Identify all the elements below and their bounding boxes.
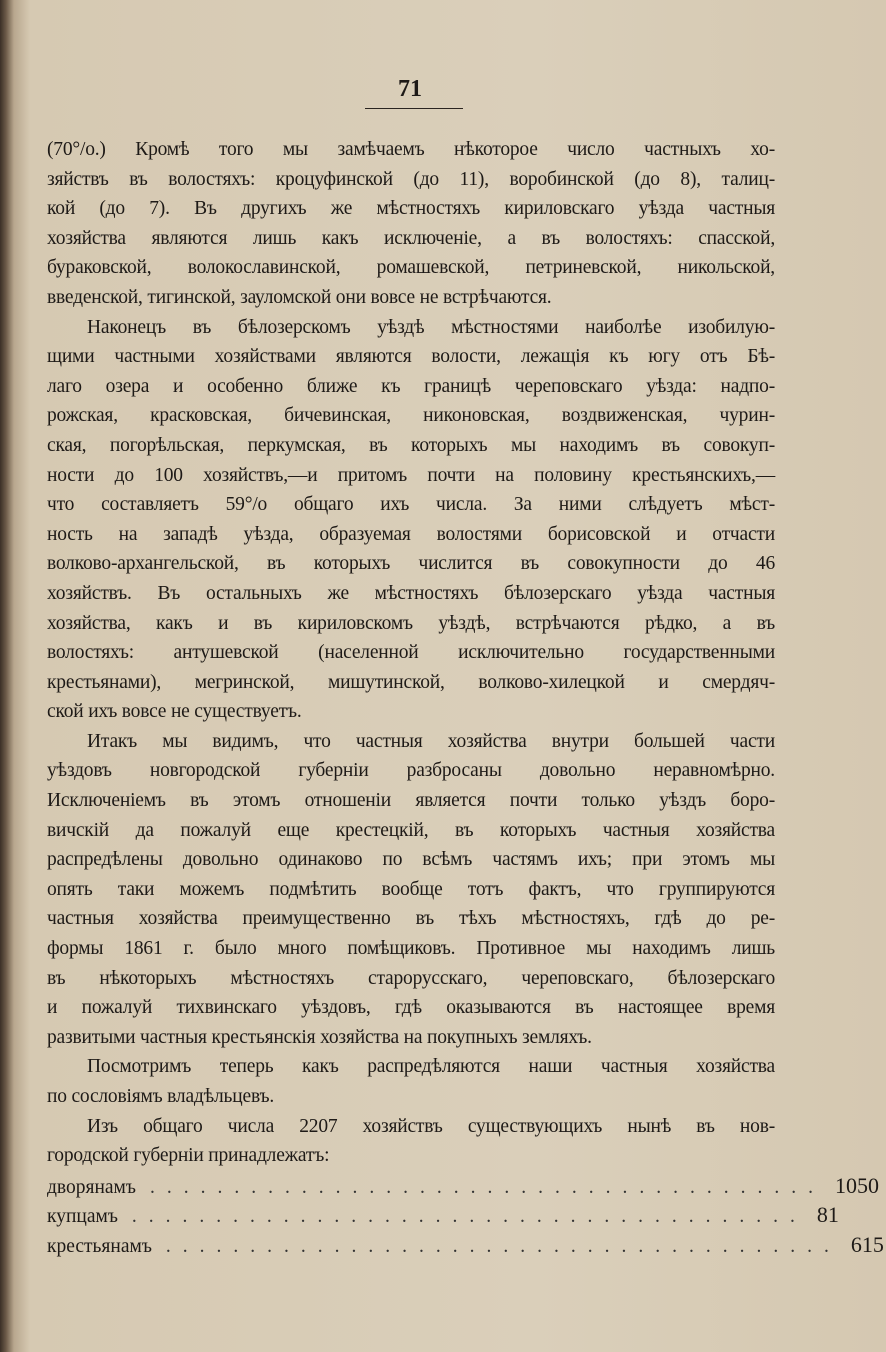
text-line: что составляетъ 59°/о общаго ихъ числа. За ними слѣдуетъ мѣст- bbox=[47, 494, 775, 516]
text-line: ность на западѣ уѣзда, образуемая волостями борисовской и отчасти bbox=[47, 523, 775, 545]
text-line: щими частными хозяйствами являются волости, лежащія къ югу отъ Бѣ- bbox=[47, 346, 775, 368]
text-line: крестьянами), мегринской, мишутинской, волково-хилецкой и смердяч- bbox=[47, 671, 775, 693]
text-line: ности до 100 хозяйствъ,—и притомъ почти на половину крестьянскихъ,— bbox=[47, 464, 775, 486]
leader-dots: ........................................ bbox=[149, 1176, 825, 1198]
text-line: волково-архангельской, въ которыхъ числится въ совокупности до 46 bbox=[47, 553, 775, 575]
text-line: по сословіямъ владѣльцевъ. bbox=[47, 1086, 275, 1107]
body-text bbox=[47, 135, 884, 1260]
text-line: опять таки можемъ подмѣтить вообще тотъ фактъ, что группируются bbox=[47, 878, 775, 900]
row-value: 81 bbox=[816, 1202, 839, 1228]
leader-dots: ........................................ bbox=[131, 1206, 807, 1228]
page-number: 71 bbox=[398, 76, 422, 102]
text-line: Изъ общаго числа 2207 хозяйствъ существующихъ нынѣ въ нов- bbox=[87, 1115, 775, 1137]
text-line: хозяйствъ. Въ остальныхъ же мѣстностяхъ бѣлозерскаго уѣзда частныя bbox=[47, 582, 775, 604]
text-line: городской губерніи принадлежатъ: bbox=[47, 1145, 330, 1167]
text-line: хозяйства, какъ и въ кириловскомъ уѣздѣ, встрѣчаются рѣдко, а въ bbox=[47, 612, 775, 634]
text-line: Итакъ мы видимъ, что частныя хозяйства внутри большей части bbox=[87, 730, 775, 752]
paragraph bbox=[47, 727, 775, 1053]
text-line: распредѣлены довольно одинаково по всѣмъ частямъ ихъ; при этомъ мы bbox=[47, 849, 775, 871]
text-line: лаго озера и особенно ближе къ границѣ череповскаго уѣзда: надпо- bbox=[47, 375, 775, 397]
text-line: развитыми частныя крестьянскія хозяйства на покупныхъ земляхъ. bbox=[47, 1026, 592, 1048]
paragraph bbox=[47, 135, 775, 313]
text-line: бураковской, волокославинской, ромашевской, петриневской, никольской, bbox=[47, 257, 775, 279]
text-line: (70°/о.) Кромѣ того мы замѣчаемъ нѣкоторое число частныхъ хо- bbox=[47, 139, 775, 160]
text-line: и пожалуй тихвинскаго уѣздовъ, гдѣ оказываются въ настоящее время bbox=[47, 997, 775, 1019]
row-label: купцамъ bbox=[47, 1206, 118, 1228]
paragraphs bbox=[47, 135, 775, 1171]
row-value: 1050 bbox=[834, 1172, 879, 1198]
table-row bbox=[47, 1171, 879, 1201]
row-label: крестьянамъ bbox=[47, 1235, 152, 1257]
paragraph bbox=[47, 1112, 775, 1171]
text-line: въ нѣкоторыхъ мѣстностяхъ старорусскаго, череповскаго, бѣлозерскаго bbox=[47, 967, 775, 989]
leader-dots: ........................................ bbox=[165, 1235, 841, 1257]
text-line: хозяйства являются лишь какъ исключеніе, а въ волостяхъ: спасской, bbox=[47, 227, 775, 249]
text-line: введенской, тигинской, зауломской они вовсе не встрѣчаются. bbox=[47, 286, 552, 308]
text-line: Наконецъ въ бѣлозерскомъ уѣздѣ мѣстностями наиболѣе изобилую- bbox=[87, 316, 775, 338]
row-label: дворянамъ bbox=[47, 1176, 136, 1198]
text-line: уѣздовъ новгородской губерніи разбросаны довольно неравномѣрно. bbox=[47, 760, 775, 782]
text-line: ская, погорѣльская, перкумская, въ которыхъ мы находимъ въ совокуп- bbox=[47, 434, 775, 456]
text-line: Посмотримъ теперь какъ распредѣляются наши частныя хозяйства bbox=[87, 1056, 775, 1078]
table-row bbox=[47, 1230, 884, 1260]
text-line: зяйствъ въ волостяхъ: кроцуфинской (до 11), воробинской (до 8), талиц- bbox=[47, 168, 775, 190]
ownership-table bbox=[47, 1171, 884, 1260]
table-row bbox=[47, 1200, 839, 1230]
row-value: 615 bbox=[850, 1231, 884, 1257]
text-line: волостяхъ: антушевской (населенной исключительно государственными bbox=[47, 642, 775, 664]
paragraph bbox=[47, 313, 775, 727]
text-line: Исключеніемъ въ этомъ отношеніи является почти только уѣздъ боро- bbox=[47, 790, 775, 812]
paragraph bbox=[47, 1052, 775, 1111]
page-number-rule bbox=[365, 108, 463, 109]
text-line: вичскій да пожалуй еще крестецкій, въ которыхъ частныя хозяйства bbox=[47, 819, 775, 841]
text-line: ской ихъ вовсе не существуетъ. bbox=[47, 701, 302, 723]
text-line: формы 1861 г. было много помѣщиковъ. Противное мы находимъ лишь bbox=[47, 938, 775, 960]
text-line: рожская, красковская, бичевинская, никоновская, воздвиженская, чурин- bbox=[47, 405, 775, 427]
text-line: частныя хозяйства преимущественно въ тѣхъ мѣстностяхъ, гдѣ до ре- bbox=[47, 908, 775, 930]
text-line: кой (до 7). Въ другихъ же мѣстностяхъ кириловскаго уѣзда частныя bbox=[47, 198, 775, 220]
